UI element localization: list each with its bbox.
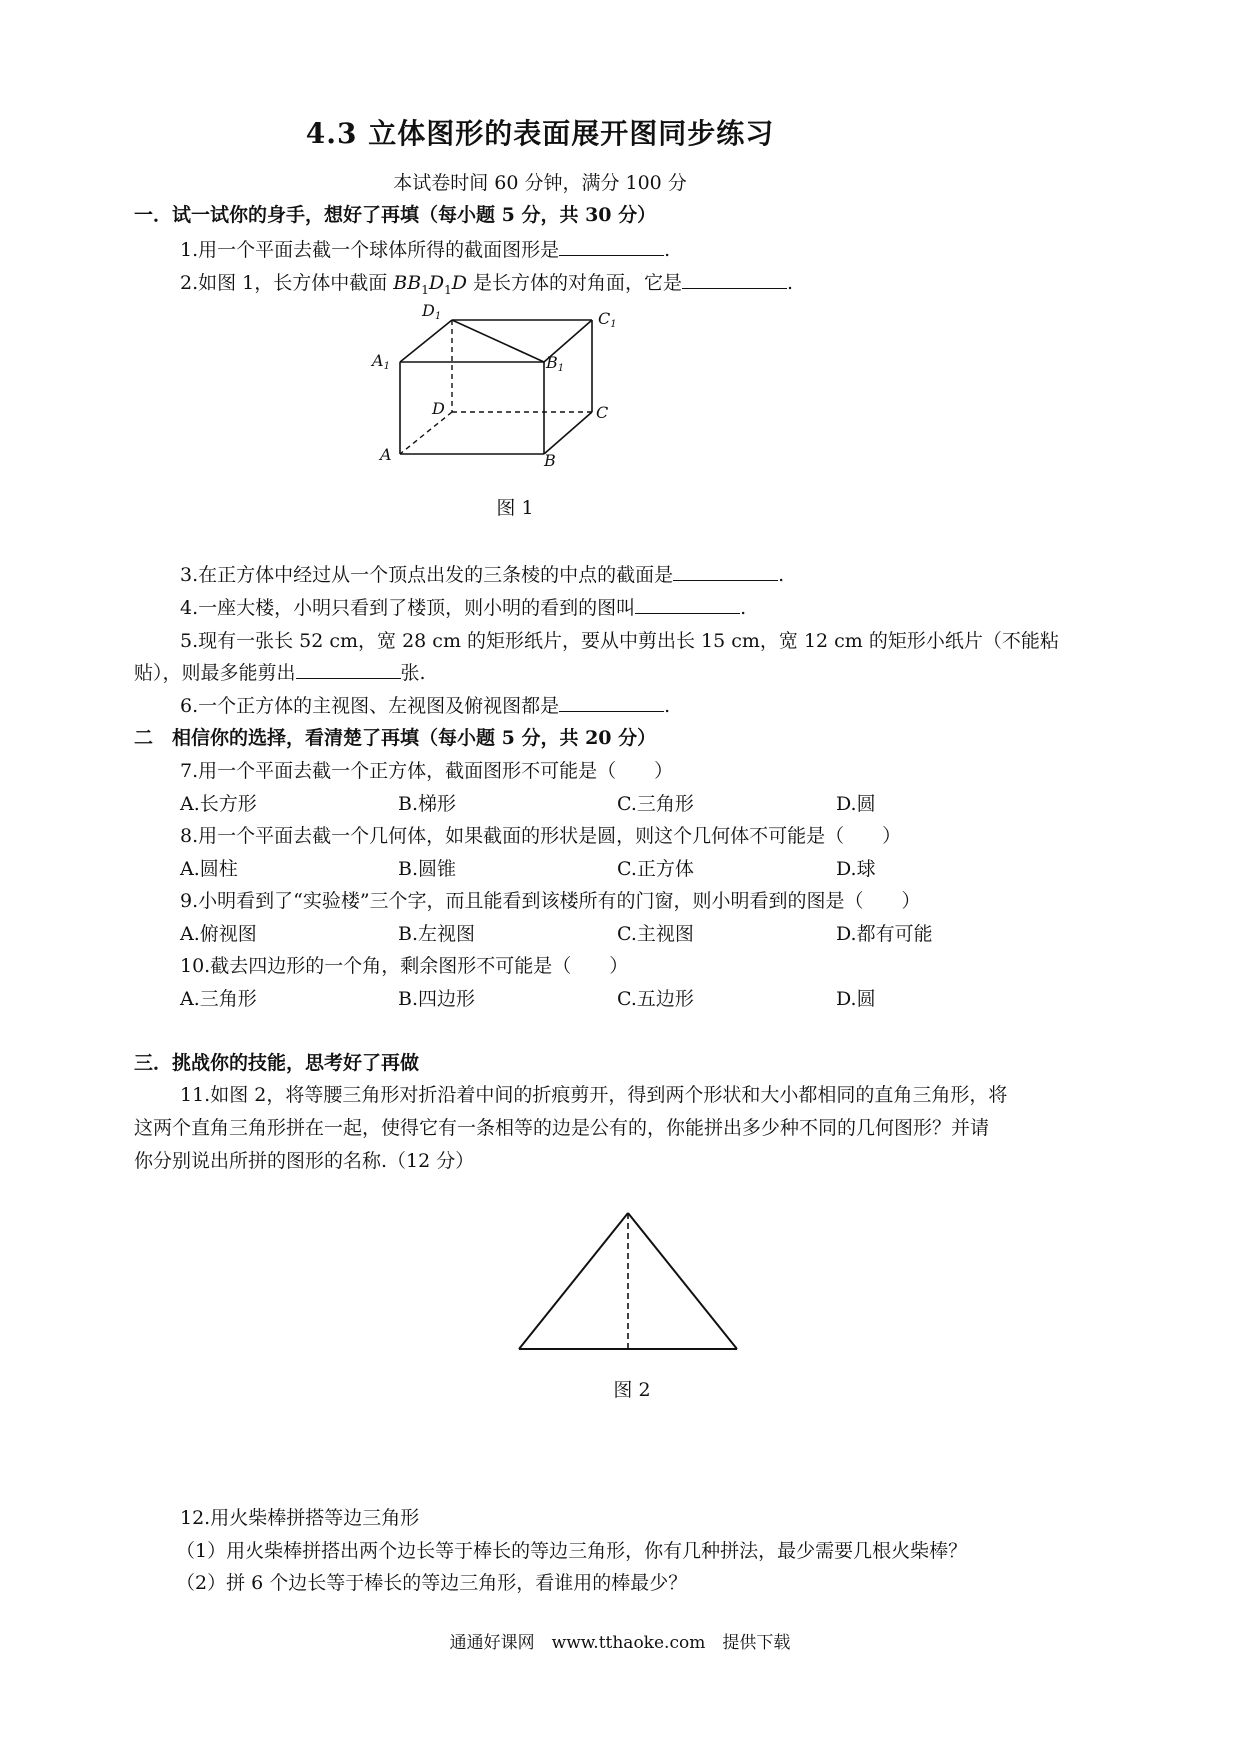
page-title: 4.3 立体图形的表面展开图同步练习 xyxy=(305,117,775,150)
q8-option-b[interactable]: B.圆锥 xyxy=(398,858,457,880)
question-2: 2.如图 1，长方体中截面 $BB_1D_1D$ 是长方体的对角面，它是 . xyxy=(180,272,794,297)
q9-option-a[interactable]: A.俯视图 xyxy=(180,923,257,945)
label-c: C xyxy=(596,403,609,422)
q8-option-a[interactable]: A.圆柱 xyxy=(180,858,238,880)
q8-option-c[interactable]: C.正方体 xyxy=(617,858,694,880)
answer-blank[interactable] xyxy=(559,693,664,712)
figure-2-caption: 图 2 xyxy=(613,1379,651,1401)
q10-option-a[interactable]: A.三角形 xyxy=(180,988,257,1010)
question-8: 8.用一个平面去截一个几何体，如果截面的形状是圆，则这个几何体不可能是（ ） xyxy=(180,825,902,847)
figure-1-caption: 图 1 xyxy=(496,497,534,519)
section-3-heading: 三．挑战你的技能，思考好了再做 xyxy=(134,1052,420,1074)
question-6: 6.一个正方体的主视图、左视图及俯视图都是 . xyxy=(180,695,671,717)
section-2-heading: 二 相信你的选择，看清楚了再填（每小题 5 分，共 20 分） xyxy=(134,727,657,749)
q9-option-c[interactable]: C.主视图 xyxy=(617,923,694,945)
q8-option-d[interactable]: D.球 xyxy=(836,858,876,880)
question-1: 1.用一个平面去截一个球体所得的截面图形是 . xyxy=(180,239,671,261)
figure-2-triangle xyxy=(515,1205,745,1355)
question-12-part-1: （1）用火柴棒拼搭出两个边长等于棒长的等边三角形，你有几种拼法，最少需要几根火柴棒？ xyxy=(176,1540,968,1562)
q10-option-c[interactable]: C.五边形 xyxy=(617,988,694,1010)
answer-blank[interactable] xyxy=(559,237,664,256)
question-11-line-1: 11.如图 2，将等腰三角形对折沿着中间的折痕剪开，得到两个形状和大小都相同的直角三角形，将 xyxy=(180,1084,1008,1106)
question-12: 12.用火柴棒拼搭等边三角形 xyxy=(180,1507,420,1529)
question-3: 3.在正方体中经过从一个顶点出发的三条棱的中点的截面是 . xyxy=(180,564,785,586)
label-c1: C1 xyxy=(598,309,617,330)
q7-option-b[interactable]: B.梯形 xyxy=(398,793,457,815)
q7-option-c[interactable]: C.三角形 xyxy=(617,793,694,815)
page-footer: 通通好课网 www.tthaoke.com 提供下载 xyxy=(449,1633,791,1653)
answer-blank[interactable] xyxy=(296,660,401,679)
q9-option-d[interactable]: D.都有可能 xyxy=(836,923,933,945)
question-4: 4.一座大楼，小明只看到了楼顶，则小明的看到的图叫 . xyxy=(180,597,747,619)
question-9: 9.小明看到了“实验楼”三个字，而且能看到该楼所有的门窗，则小明看到的图是（ ） xyxy=(180,890,921,912)
label-b1: B1 xyxy=(546,353,565,374)
question-11-line-2: 这两个直角三角形拼在一起，使得它有一条相等的边是公有的，你能拼出多少种不同的几何图形？并请 xyxy=(134,1117,990,1139)
question-10: 10.截去四边形的一个角，剩余图形不可能是（ ） xyxy=(180,955,629,977)
q10-option-d[interactable]: D.圆 xyxy=(836,988,876,1010)
q9-option-b[interactable]: B.左视图 xyxy=(398,923,476,945)
figure-1-cuboid xyxy=(360,298,625,473)
answer-blank[interactable] xyxy=(635,595,740,614)
label-a1: A1 xyxy=(372,351,390,372)
q10-option-b[interactable]: B.四边形 xyxy=(398,988,476,1010)
question-5-line-1: 5.现有一张长 52 cm，宽 28 cm 的矩形纸片，要从中剪出长 15 cm，宽 12 cm 的矩形小纸片（不能粘 xyxy=(180,630,1059,652)
question-7: 7.用一个平面去截一个正方体，截面图形不可能是（ ） xyxy=(180,760,674,782)
q7-option-d[interactable]: D.圆 xyxy=(836,793,876,815)
question-5-line-2: 贴），则最多能剪出 张. xyxy=(134,662,426,684)
q7-option-a[interactable]: A.长方形 xyxy=(180,793,257,815)
answer-blank[interactable] xyxy=(673,562,778,581)
label-d: D xyxy=(432,399,445,418)
label-d1: D1 xyxy=(422,301,442,322)
label-a: A xyxy=(380,445,392,464)
answer-blank[interactable] xyxy=(682,270,787,289)
page-subtitle: 本试卷时间 60 分钟，满分 100 分 xyxy=(393,172,687,194)
question-11-line-3: 你分别说出所拼的图形的名称.（12 分） xyxy=(134,1150,475,1172)
section-1-heading: 一．试一试你的身手，想好了再填（每小题 5 分，共 30 分） xyxy=(134,204,657,226)
question-12-part-2: （2）拼 6 个边长等于棒长的等边三角形，看谁用的棒最少？ xyxy=(176,1572,688,1594)
label-b: B xyxy=(544,451,556,470)
